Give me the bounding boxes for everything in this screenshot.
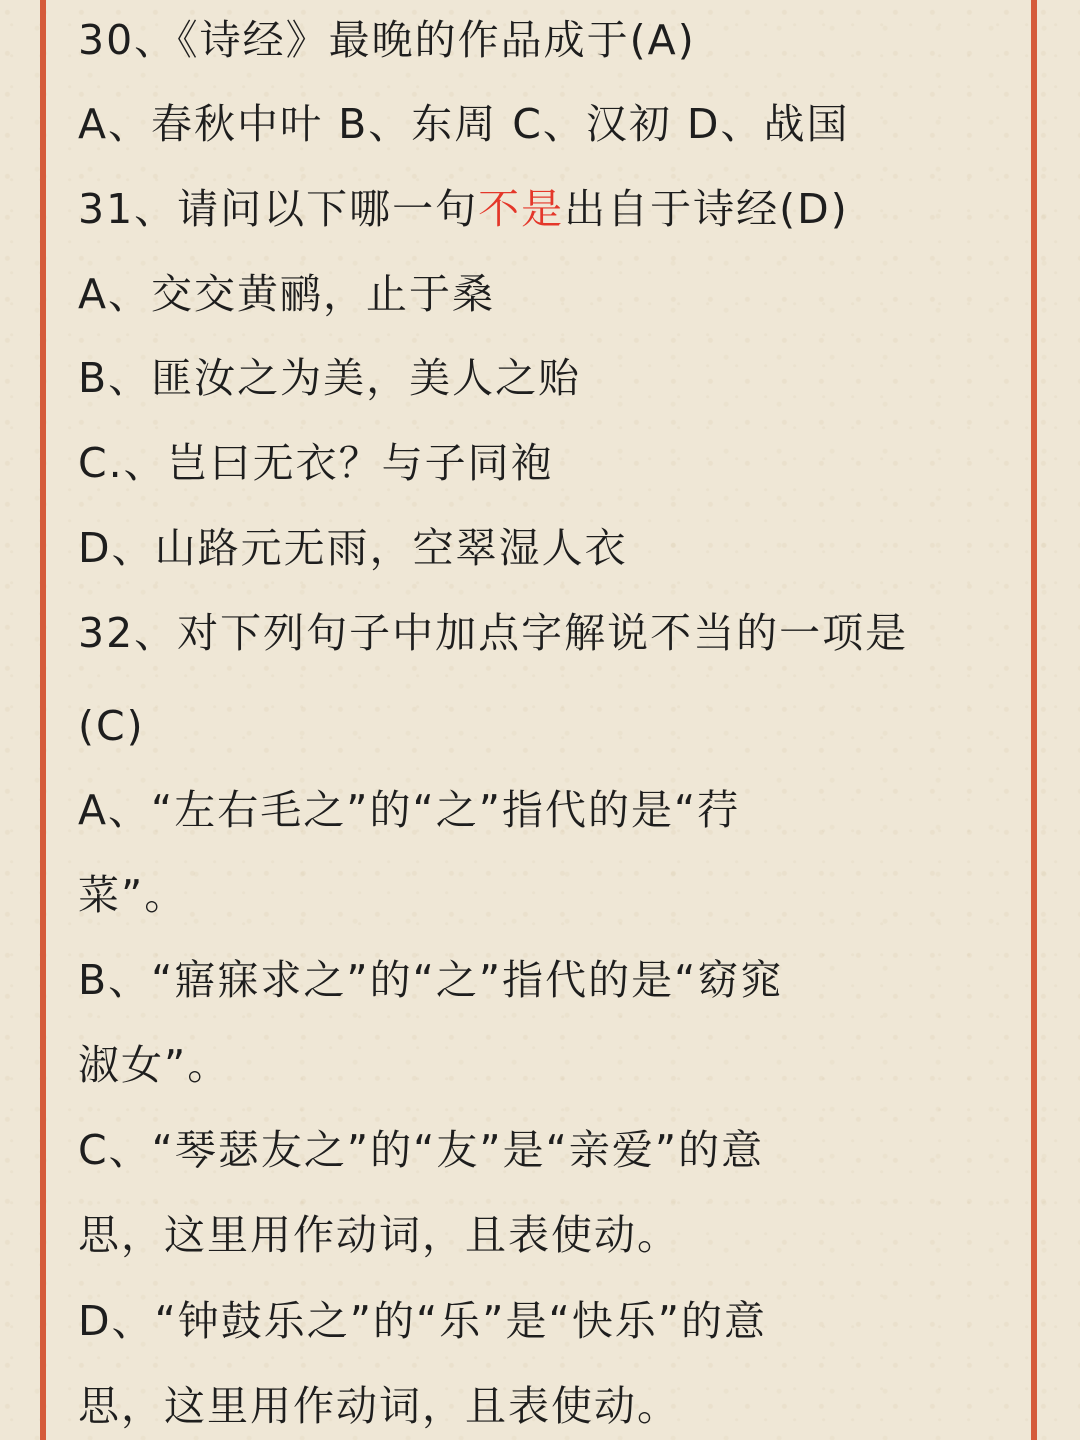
question-32-option-a-line1: A、“左右毛之”的“之”指代的是“荇 — [78, 786, 741, 834]
question-30-options: A、春秋中叶 B、东周 C、汉初 D、战国 — [78, 100, 850, 148]
question-31-highlight: 不是 — [478, 185, 565, 233]
question-32-answer: (C) — [78, 702, 145, 750]
question-31-option-b: B、匪汝之为美，美人之贻 — [78, 354, 582, 402]
question-32-option-a-line2: 菜”。 — [78, 871, 188, 919]
question-32-option-b-line2: 淑女”。 — [78, 1041, 231, 1089]
question-31-text-after: 出自于诗经(D) — [564, 185, 849, 233]
question-32-option-c-line1: C、“琴瑟友之”的“友”是“亲爱”的意 — [78, 1126, 765, 1174]
left-red-border — [40, 0, 46, 1440]
question-32-option-b-line1: B、“寤寐求之”的“之”指代的是“窈窕 — [78, 956, 784, 1004]
question-32-option-d-line2: 思，这里用作动词，且表使动。 — [78, 1382, 680, 1430]
question-31-option-c: C.、岂曰无衣？与子同袍 — [78, 439, 554, 487]
question-30: 30、《诗经》最晚的作品成于(A) — [78, 16, 696, 64]
question-31-option-d: D、山路元无雨，空翠湿人衣 — [78, 524, 628, 572]
question-32-option-c-line2: 思，这里用作动词，且表使动。 — [78, 1211, 680, 1259]
question-31-text-before: 31、请问以下哪一句 — [78, 185, 479, 233]
question-32: 32、对下列句子中加点字解说不当的一项是 — [78, 609, 909, 657]
right-red-border — [1031, 0, 1037, 1440]
question-31-option-a: A、交交黄鹂，止于桑 — [78, 270, 496, 318]
question-32-option-d-line1: D、“钟鼓乐之”的“乐”是“快乐”的意 — [78, 1297, 768, 1345]
question-31 — [78, 179, 849, 239]
